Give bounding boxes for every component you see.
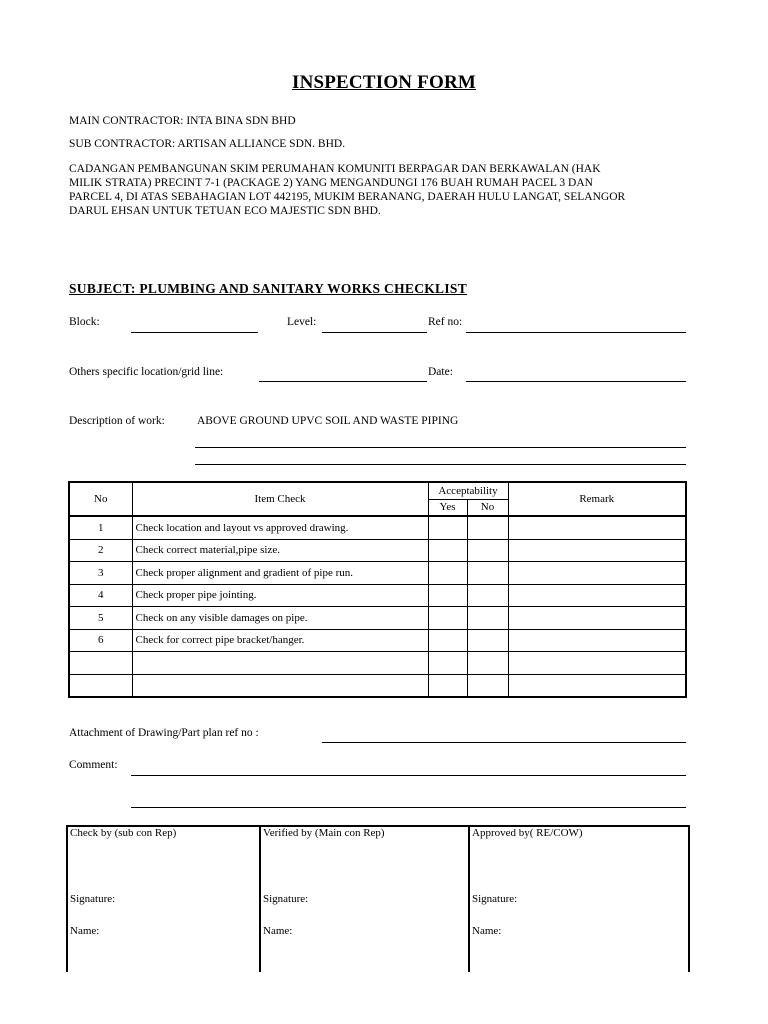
- description-value: ABOVE GROUND UPVC SOIL AND WASTE PIPING: [197, 415, 459, 427]
- header-item-check: Item Check: [132, 482, 428, 516]
- row-number: 2: [69, 539, 132, 562]
- no-cell[interactable]: [467, 584, 508, 607]
- row-number: 1: [69, 516, 132, 539]
- location-label: Others specific location/grid line:: [69, 366, 224, 378]
- row-item[interactable]: [132, 652, 428, 675]
- yes-cell[interactable]: [428, 562, 467, 585]
- block-field[interactable]: [131, 332, 258, 333]
- no-cell[interactable]: [467, 607, 508, 630]
- table-row: [69, 562, 686, 585]
- row-item: Check location and layout vs approved drawing.: [132, 516, 428, 539]
- yes-cell[interactable]: [428, 652, 467, 675]
- ref-label: Ref no:: [428, 316, 463, 328]
- no-cell[interactable]: [467, 629, 508, 652]
- row-item: Check on any visible damages on pipe.: [132, 607, 428, 630]
- signoff-box: [66, 825, 690, 972]
- table-row: [69, 584, 686, 607]
- date-label: Date:: [428, 366, 453, 378]
- sub-contractor: SUB CONTRACTOR: ARTISAN ALLIANCE SDN. BHD.: [69, 138, 346, 150]
- header-remark: Remark: [508, 482, 686, 516]
- comment-line[interactable]: [131, 775, 686, 776]
- row-item[interactable]: [132, 674, 428, 697]
- subject-heading: SUBJECT: PLUMBING AND SANITARY WORKS CHECKLIST: [69, 281, 468, 296]
- row-number: 6: [69, 629, 132, 652]
- signature-label: Signature:: [70, 893, 116, 905]
- project-line: PARCEL 4, DI ATAS SEBAHAGIAN LOT 442195, MUKIM BERANANG, DAERAH HULU LANGAT, SELANGOR: [69, 191, 626, 203]
- no-cell[interactable]: [467, 562, 508, 585]
- no-cell[interactable]: [467, 539, 508, 562]
- table-row: [69, 674, 686, 697]
- table-row: [69, 652, 686, 675]
- table-row: [69, 516, 686, 539]
- row-item: Check for correct pipe bracket/hanger.: [132, 629, 428, 652]
- checklist-table: [68, 481, 687, 698]
- remark-cell[interactable]: [508, 539, 686, 562]
- remark-cell[interactable]: [508, 629, 686, 652]
- remark-cell[interactable]: [508, 584, 686, 607]
- row-item: Check proper alignment and gradient of pipe run.: [132, 562, 428, 585]
- project-line: MILIK STRATA) PRECINT 7-1 (PACKAGE 2) YANG MENGANDUNGI 176 BUAH RUMAH PACEL 3 DAN: [69, 177, 593, 189]
- no-cell[interactable]: [467, 516, 508, 539]
- no-cell[interactable]: [467, 652, 508, 675]
- check-by-label: Check by (sub con Rep): [70, 827, 177, 839]
- project-line: DARUL EHSAN UNTUK TETUAN ECO MAJESTIC SDN BHD.: [69, 205, 381, 217]
- project-description: [69, 162, 694, 218]
- page-title: INSPECTION FORM: [291, 72, 477, 93]
- description-line[interactable]: [195, 447, 686, 448]
- row-item: Check correct material,pipe size.: [132, 539, 428, 562]
- level-label: Level:: [287, 316, 317, 328]
- yes-cell[interactable]: [428, 629, 467, 652]
- comment-label: Comment:: [69, 759, 118, 771]
- approved-by-label: Approved by( RE/COW): [472, 827, 583, 839]
- signature-label: Signature:: [263, 893, 309, 905]
- yes-cell[interactable]: [428, 607, 467, 630]
- block-label: Block:: [69, 316, 100, 328]
- row-number: [69, 652, 132, 675]
- yes-cell[interactable]: [428, 584, 467, 607]
- table-row: [69, 629, 686, 652]
- ref-field[interactable]: [466, 332, 686, 333]
- description-line[interactable]: [195, 464, 686, 465]
- table-row: [69, 607, 686, 630]
- row-number: [69, 674, 132, 697]
- comment-line[interactable]: [131, 807, 686, 808]
- header-acceptability: Acceptability: [428, 482, 508, 499]
- date-field[interactable]: [466, 381, 686, 382]
- project-line: CADANGAN PEMBANGUNAN SKIM PERUMAHAN KOMUNITI BERPAGAR DAN BERKAWALAN (HAK: [69, 163, 601, 175]
- name-label: Name:: [263, 925, 293, 937]
- verified-by-column: [259, 827, 468, 972]
- row-number: 3: [69, 562, 132, 585]
- description-label: Description of work:: [69, 415, 165, 427]
- row-number: 4: [69, 584, 132, 607]
- header-no-col: No: [467, 499, 508, 516]
- remark-cell[interactable]: [508, 562, 686, 585]
- name-label: Name:: [472, 925, 502, 937]
- attachment-field[interactable]: [322, 742, 686, 743]
- header-yes: Yes: [428, 499, 467, 516]
- level-field[interactable]: [322, 332, 427, 333]
- yes-cell[interactable]: [428, 539, 467, 562]
- header-no: No: [69, 482, 132, 516]
- yes-cell[interactable]: [428, 516, 467, 539]
- remark-cell[interactable]: [508, 674, 686, 697]
- no-cell[interactable]: [467, 674, 508, 697]
- remark-cell[interactable]: [508, 607, 686, 630]
- yes-cell[interactable]: [428, 674, 467, 697]
- remark-cell[interactable]: [508, 516, 686, 539]
- attachment-label: Attachment of Drawing/Part plan ref no :: [69, 727, 259, 739]
- verified-by-label: Verified by (Main con Rep): [263, 827, 385, 839]
- main-contractor: MAIN CONTRACTOR: INTA BINA SDN BHD: [69, 115, 296, 127]
- approved-by-column: [468, 827, 686, 972]
- signature-label: Signature:: [472, 893, 518, 905]
- table-row: [69, 539, 686, 562]
- remark-cell[interactable]: [508, 652, 686, 675]
- location-field[interactable]: [259, 381, 427, 382]
- name-label: Name:: [70, 925, 100, 937]
- check-by-column: [68, 827, 259, 972]
- row-item: Check proper pipe jointing.: [132, 584, 428, 607]
- row-number: 5: [69, 607, 132, 630]
